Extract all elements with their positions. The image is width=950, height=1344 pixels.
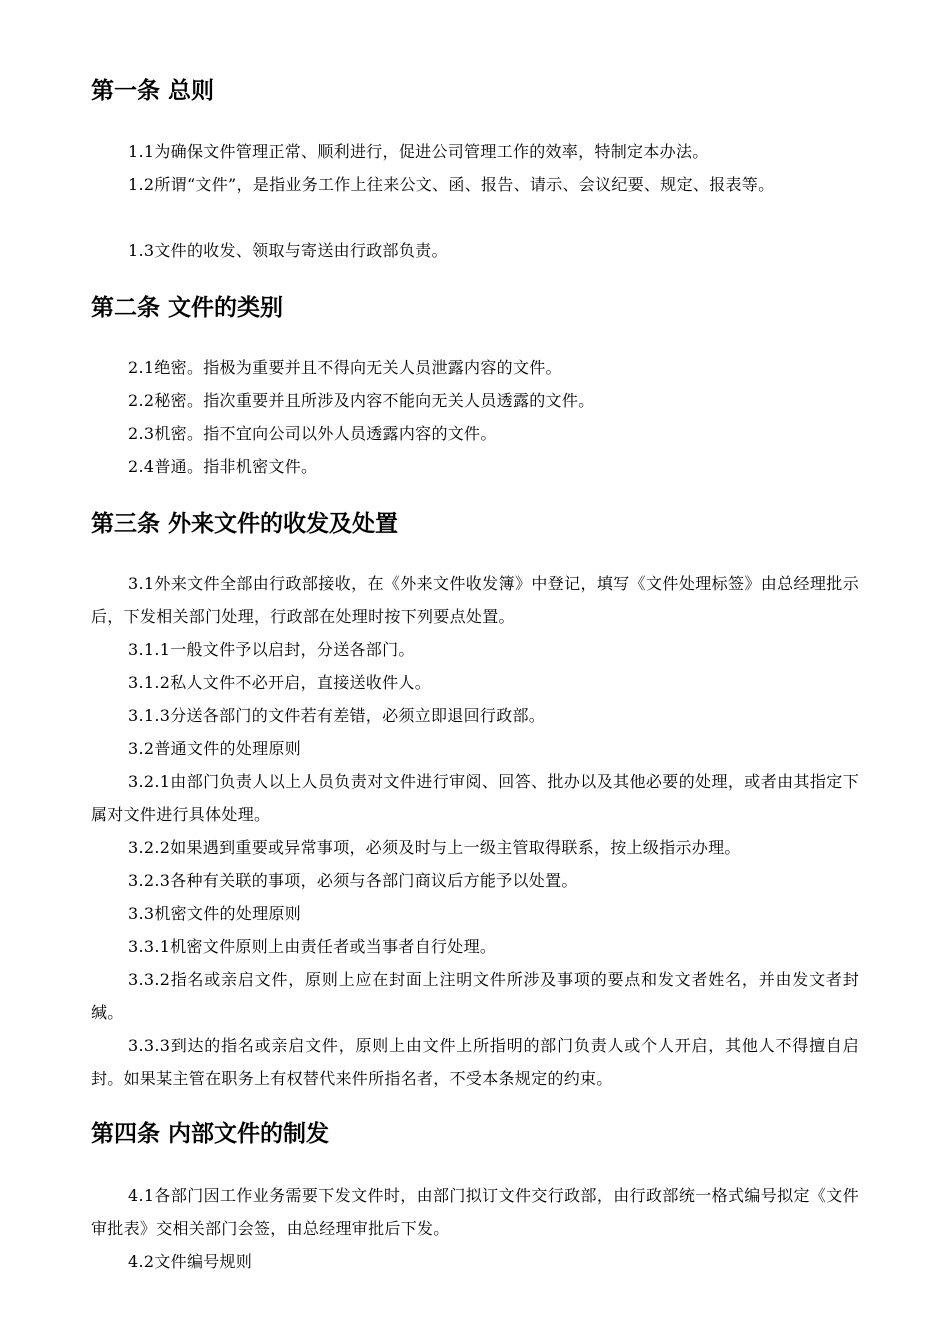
paragraph-3-1-1: 3.1.1一般文件予以启封，分送各部门。 [128,640,415,659]
section-title-external-files: 第三条 外来文件的收发及处置 [91,511,399,537]
paragraph-3-3-2: 3.3.2指名或亲启文件，原则上应在封面上注明文件所涉及事项的要点和发文者姓名，并由发文者封缄。 [91,970,859,1022]
paragraph-3-2-2: 3.2.2如果遇到重要或异常事项，必须及时与上一级主管取得联系，按上级指示办理。 [128,838,741,857]
paragraph-3-3-1: 3.3.1机密文件原则上由责任者或当事者自行处理。 [128,937,497,956]
section-title-general: 第一条 总则 [91,78,215,104]
paragraph-1-1: 1.1为确保文件管理正常、顺利进行，促进公司管理工作的效率，特制定本办法。 [128,142,709,161]
paragraph-4-2: 4.2文件编号规则 [128,1252,253,1271]
paragraph-3-2-1: 3.2.1由部门负责人以上人员负责对文件进行审阅、回答、批办以及其他必要的处理，或者由其指定下属对文件进行具体处理。 [91,772,859,824]
paragraph-1-2: 1.2所谓“文件”，是指业务工作上往来公文、函、报告、请示、会议纪要、规定、报表等。 [128,175,775,194]
paragraph-2-3: 2.3机密。指不宜向公司以外人员透露内容的文件。 [128,424,497,443]
paragraph-3-1: 3.1外来文件全部由行政部接收，在《外来文件收发簿》中登记，填写《文件处理标签》由总经理批示后，下发相关部门处理，行政部在处理时按下列要点处置。 [91,574,859,626]
paragraph-3-2-3: 3.2.3各种有关联的事项，必须与各部门商议后方能予以处置。 [128,871,578,890]
paragraph-4-1: 4.1各部门因工作业务需要下发文件时，由部门拟订文件交行政部，由行政部统一格式编号拟定《文件审批表》交相关部门会签，由总经理审批后下发。 [91,1186,859,1238]
paragraph-1-3: 1.3文件的收发、领取与寄送由行政部负责。 [128,241,448,260]
paragraph-3-2: 3.2普通文件的处理原则 [128,739,302,758]
paragraph-3-1-2: 3.1.2私人文件不必开启，直接送收件人。 [128,673,432,692]
section-title-internal-files: 第四条 内部文件的制发 [91,1121,330,1147]
paragraph-2-2: 2.2秘密。指次重要并且所涉及内容不能向无关人员透露的文件。 [128,391,595,410]
paragraph-2-4: 2.4普通。指非机密文件。 [128,457,318,476]
paragraph-3-1-3: 3.1.3分送各部门的文件若有差错，必须立即退回行政部。 [128,706,546,725]
paragraph-3-3: 3.3机密文件的处理原则 [128,904,302,923]
paragraph-3-3-3: 3.3.3到达的指名或亲启文件，原则上由文件上所指明的部门负责人或个人开启，其他人不得擅自启封。如果某主管在职务上有权替代来件所指名者，不受本条规定的约束。 [91,1036,859,1088]
paragraph-2-1: 2.1绝密。指极为重要并且不得向无关人员泄露内容的文件。 [128,358,562,377]
section-title-categories: 第二条 文件的类别 [91,295,284,321]
